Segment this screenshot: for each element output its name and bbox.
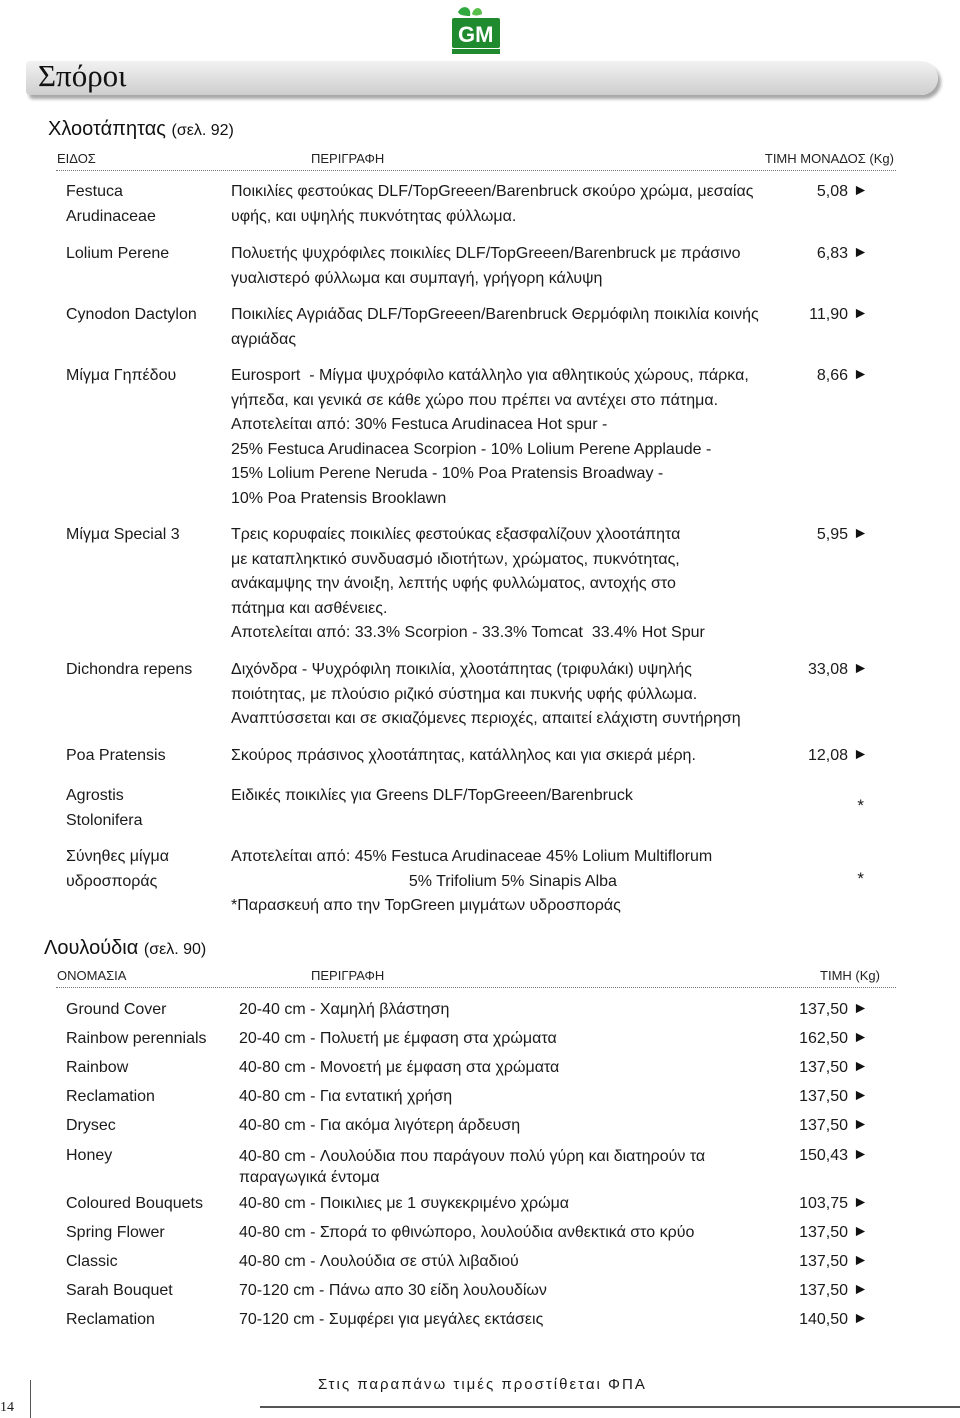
- row-description: [239, 998, 449, 1023]
- row-description: [239, 1308, 543, 1333]
- header-divider: [56, 170, 896, 171]
- header-divider: [56, 987, 896, 988]
- row-description-line: Ποικιλίες φεστούκας DLF/TopGreeen/Barenbruck σκούρο χρώμα, μεσαίας: [231, 183, 754, 200]
- price-value: 137,50: [799, 1001, 848, 1018]
- page-number: 14: [0, 1400, 14, 1415]
- price-value: 12,08: [807, 747, 848, 764]
- row-name: [66, 180, 226, 229]
- euro-icon: [855, 658, 866, 669]
- price-value: 137,50: [799, 1224, 848, 1241]
- row-description-line: 20-40 cm - Χαμηλή βλάστηση: [239, 1001, 450, 1018]
- row-description: [239, 1192, 569, 1217]
- row-name: [66, 303, 226, 328]
- row-name: [66, 523, 226, 548]
- row-description-line: με καταπληκτικό συνδυασμό ιδιοτήτων, χρώματος, πυκνότητας,: [231, 550, 680, 568]
- price-value: 11,90: [809, 306, 848, 323]
- page-title: Σπόροι: [38, 58, 127, 93]
- row-price: [817, 523, 866, 548]
- euro-icon: [855, 744, 866, 755]
- row-description-line: υφής, και υψηλής πυκνότητας φύλλωμα.: [231, 207, 517, 225]
- row-description: [239, 1221, 694, 1246]
- price-value: 140,50: [799, 1311, 848, 1328]
- euro-icon: [855, 1192, 866, 1203]
- row-description-line: παραγωγικά έντομα: [239, 1169, 380, 1186]
- row-description-line: 70-120 cm - Πάνω απο 30 είδη λουλουδίων: [239, 1282, 547, 1299]
- row-name: Rainbow perennials: [66, 1030, 207, 1047]
- row-description-line: 40-80 cm - Λουλούδια που παράγουν πολύ γύρη και διατηρούν τα: [239, 1148, 706, 1165]
- euro-icon: [855, 1221, 866, 1232]
- row-name: Sarah Bouquet: [66, 1282, 173, 1299]
- euro-icon: [855, 1308, 866, 1319]
- row-description-line: ποιότητας, με πλούσιο ριζικό σύστημα και πυκνής υφής φύλλωμα.: [231, 685, 698, 703]
- price-value: 137,50: [799, 1059, 848, 1076]
- row-price: [808, 658, 866, 683]
- row-price: [817, 364, 866, 389]
- price-value: 137,50: [799, 1253, 848, 1270]
- row-description-line: Ειδικές ποικιλίες για Greens DLF/TopGreeen/Barenbruck: [231, 787, 633, 804]
- row-name: [66, 658, 226, 683]
- row-price: [799, 1114, 866, 1139]
- vat-note: Στις παραπάνω τιμές προστίθεται ΦΠΑ: [318, 1376, 647, 1393]
- euro-icon: [855, 364, 866, 375]
- row-description-line: 25% Festuca Arudinacea Scorpion - 10% Lolium Perene Applaude -: [231, 440, 712, 458]
- euro-icon: [855, 1250, 866, 1261]
- row-name: Coloured Bouquets: [66, 1195, 203, 1212]
- header-type: ΕΙΔΟΣ: [57, 151, 96, 166]
- row-price: [799, 1144, 866, 1169]
- price-value: 162,50: [799, 1030, 848, 1047]
- price-asterisk: *: [857, 869, 864, 888]
- row-name: Ground Cover: [66, 1001, 167, 1018]
- section-title-text: Χλοοτάπητας: [48, 118, 166, 140]
- price-value: 6,83: [816, 245, 848, 262]
- row-name: Spring Flower: [66, 1224, 165, 1241]
- row-description-line: ανάκαμψης την άνοιξη, λεπτής υφής φυλλώματος, αντοχής στο: [231, 575, 676, 592]
- euro-icon: [855, 998, 866, 1009]
- footer-divider: [260, 1406, 960, 1408]
- row-price: [799, 1027, 866, 1052]
- row-description-line: 40-80 cm - Μονοετή με έμφαση στα χρώματα: [239, 1059, 560, 1076]
- row-price: [817, 242, 866, 267]
- company-logo-icon: [448, 4, 504, 56]
- price-value: 150,43: [799, 1147, 848, 1164]
- row-price: [799, 1085, 866, 1110]
- row-description-line: 40-80 cm - Λουλούδια σε στύλ λιβαδιού: [239, 1253, 519, 1270]
- row-description-line: αγριάδας: [231, 330, 297, 348]
- row-name-line: Arudinaceae: [66, 207, 156, 225]
- row-description: [231, 523, 705, 646]
- row-name-line: Poa Pratensis: [66, 747, 166, 764]
- row-description-line: 40-80 cm - Για ακόμα λιγότερη άρδευση: [239, 1117, 521, 1134]
- row-description-line: Διχόνδρα - Ψυχρόφιλη ποικιλία, χλοοτάπητας (τριφυλάκι) υψηλής: [231, 661, 692, 678]
- euro-icon: [855, 180, 866, 191]
- euro-icon: [855, 1056, 866, 1067]
- row-price: [799, 998, 866, 1023]
- price-value: 137,50: [799, 1117, 848, 1134]
- row-name: Reclamation: [66, 1088, 155, 1105]
- price-value: 8,66: [816, 367, 848, 384]
- euro-icon: [855, 523, 866, 534]
- row-description-line: Αποτελείται από: 33.3% Scorpion - 33.3% Tomcat 33.4% Hot Spur: [231, 624, 705, 641]
- row-name-line: Dichondra repens: [66, 661, 193, 678]
- row-description: [231, 845, 712, 919]
- euro-icon: [855, 1279, 866, 1290]
- row-description-line: Αναπτύσσεται και σε σκιαζόμενες περιοχές, απαιτεί ελάχιστη συντήρηση: [231, 710, 741, 727]
- row-name-line: Μίγμα Γηπέδου: [66, 367, 177, 384]
- row-description-line: 10% Poa Pratensis Brooklawn: [231, 489, 447, 507]
- section-title-flowers: [44, 937, 206, 960]
- row-name-line: Μίγμα Special 3: [66, 526, 180, 543]
- row-name: Reclamation: [66, 1311, 155, 1328]
- title-bar: [26, 61, 938, 95]
- svg-text:GM: GM: [458, 22, 494, 47]
- row-name-line: Stolonifera: [66, 811, 143, 829]
- row-price: [799, 1250, 866, 1275]
- header-description: ΠΕΡΙΓΡΑΦΗ: [311, 968, 385, 983]
- row-description: [231, 242, 741, 291]
- row-description-line: πάτημα και ασθένειες.: [231, 599, 388, 617]
- row-description-line: Πολυετής ψυχρόφιλες ποικιλίες DLF/TopGreeen/Barenbruck με πράσινο: [231, 245, 741, 262]
- row-name-line: Lolium Perene: [66, 245, 170, 262]
- section-page-ref: (σελ. 90): [143, 941, 207, 958]
- row-name: Classic: [66, 1253, 118, 1270]
- row-name: [66, 784, 226, 833]
- section-title-text: Λουλούδια: [44, 937, 139, 959]
- row-price: [799, 1308, 866, 1333]
- row-description-line: Σκούρος πράσινος χλοοτάπητας, κατάλληλος και για σκιερά μέρη.: [231, 747, 696, 764]
- price-asterisk: *: [857, 796, 864, 815]
- row-description-line: 70-120 cm - Συμφέρει για μεγάλες εκτάσεις: [239, 1311, 544, 1328]
- row-description: [231, 744, 696, 769]
- row-name-line: Cynodon Dactylon: [66, 306, 197, 323]
- row-name: Rainbow: [66, 1059, 129, 1076]
- row-price: [799, 1221, 866, 1246]
- row-price: [799, 1056, 866, 1081]
- row-price: [808, 744, 866, 769]
- row-description: [231, 180, 753, 229]
- row-name: Drysec: [66, 1117, 116, 1134]
- row-description-line: Αποτελείται από: 30% Festuca Arudinacea Hot spur -: [231, 416, 608, 433]
- row-description: [239, 1027, 557, 1052]
- euro-icon: [855, 1085, 866, 1096]
- row-description-line: Τρεις κορυφαίες ποικιλίες φεστούκας εξασφαλίζουν χλοοτάπητα: [231, 526, 681, 543]
- row-description-line: 15% Lolium Perene Neruda - 10% Poa Pratensis Broadway -: [231, 465, 664, 482]
- row-name-line: υδροσποράς: [66, 872, 158, 890]
- row-description-line: 20-40 cm - Πολυετή με έμφαση στα χρώματα: [239, 1030, 557, 1047]
- row-name: [66, 364, 226, 389]
- row-name-line: Agrostis: [66, 787, 124, 804]
- price-value: 103,75: [799, 1195, 848, 1212]
- euro-icon: [855, 1114, 866, 1125]
- row-description: [231, 364, 749, 511]
- euro-icon: [855, 303, 866, 314]
- row-name-line: Σύνηθες μίγμα: [66, 848, 169, 865]
- row-description-line: Ποικιλίες Αγριάδας DLF/TopGreeen/Barenbruck Θερμόφιλη ποικιλία κοινής: [231, 306, 759, 323]
- row-description: [231, 303, 759, 352]
- row-name: [66, 242, 226, 267]
- section-title-lawn: [48, 118, 234, 141]
- row-price: [809, 303, 866, 328]
- section-page-ref: (σελ. 92): [171, 122, 234, 139]
- row-description: [231, 658, 741, 732]
- row-description-line: Αποτελείται από: 45% Festuca Arudinaceae 45% Lolium Multiflorum: [231, 848, 713, 865]
- euro-icon: [855, 1027, 866, 1038]
- row-name: Honey: [66, 1147, 113, 1164]
- price-value: 5,08: [816, 183, 848, 200]
- price-value: 137,50: [799, 1088, 848, 1105]
- euro-icon: [855, 242, 866, 253]
- header-price: ΤΙΜΗ (Kg): [820, 968, 880, 983]
- euro-icon: [855, 1144, 866, 1155]
- header-description: ΠΕΡΙΓΡΑΦΗ: [311, 151, 385, 166]
- row-description-line: 5% Trifolium 5% Sinapis Alba: [231, 872, 617, 890]
- row-description: [231, 784, 633, 809]
- row-description: [239, 1056, 559, 1081]
- margin-divider: [30, 1380, 31, 1418]
- row-description-line: 40-80 cm - Για εντατική χρήση: [239, 1088, 453, 1105]
- row-description-line: 40-80 cm - Ποικιλιες με 1 συγκεκριμένο χρώμα: [239, 1195, 570, 1212]
- row-description: [239, 1146, 705, 1188]
- price-value: 137,50: [799, 1282, 848, 1299]
- row-name: [66, 744, 226, 769]
- row-description-line: 40-80 cm - Σπορά το φθινώπορο, λουλούδια ανθεκτικά στο κρύο: [239, 1224, 695, 1241]
- row-description-line: Eurosport - Μίγμα ψυχρόφιλο κατάλληλο για αθλητικούς χώρους, πάρκα,: [231, 367, 749, 384]
- row-description: [239, 1085, 452, 1110]
- row-price: [817, 180, 866, 205]
- row-description: [239, 1250, 519, 1275]
- row-description-line: *Παρασκευή απο την TopGreen μιγμάτων υδροσποράς: [231, 897, 621, 914]
- row-name: [66, 845, 226, 894]
- row-price: [799, 1192, 866, 1217]
- row-price: [799, 1279, 866, 1304]
- row-description: [239, 1114, 520, 1139]
- header-price: ΤΙΜΗ ΜΟΝΑΔΟΣ (Kg): [764, 151, 894, 166]
- row-description-line: γυαλιστερό φύλλωμα και συμπαγή, γρήγορη κάλυψη: [231, 269, 603, 287]
- header-name: ΟΝΟΜΑΣΙΑ: [57, 968, 127, 983]
- price-value: 33,08: [807, 661, 848, 678]
- row-name-line: Festuca: [66, 183, 123, 200]
- row-description: [239, 1279, 547, 1304]
- price-value: 5,95: [816, 526, 848, 543]
- row-description-line: γήπεδα, και γενικά σε κάθε χώρο που πρέπει να αντέχει στο πάτημα.: [231, 391, 719, 409]
